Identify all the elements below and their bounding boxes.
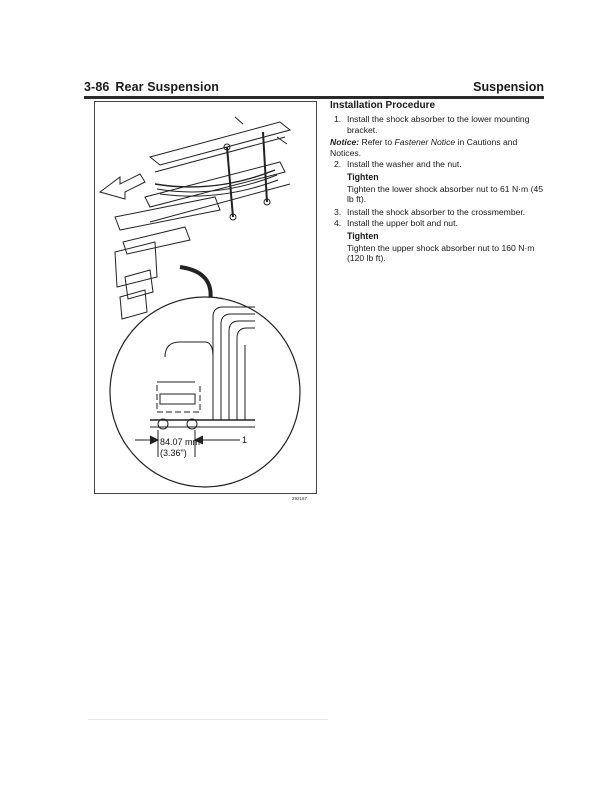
section-title: Rear Suspension xyxy=(115,80,220,94)
tighten-spec-upper xyxy=(330,231,550,264)
step-number: 2. xyxy=(334,159,342,170)
step-text: Install the shock absorber to the lower mounting bracket. xyxy=(347,114,530,135)
header-left xyxy=(84,80,219,94)
notice xyxy=(330,137,550,158)
step-text: Install the upper bolt and nut. xyxy=(347,218,458,229)
notice-label: Notice: xyxy=(330,137,360,148)
step-number: 3. xyxy=(334,206,342,217)
step-text: Install the shock absorber to the crossmember. xyxy=(347,206,526,217)
notice-post: in Cautions and Notices. xyxy=(330,137,518,158)
dimension-in: (3.36") xyxy=(160,448,187,458)
step-1 xyxy=(330,114,550,135)
scan-artifact-line xyxy=(88,719,328,720)
step-number: 1. xyxy=(334,114,342,124)
figure-id: 292187 xyxy=(292,496,308,501)
tighten-text: Tighten the upper shock absorber nut to 160 N·m (120 lb ft). xyxy=(347,242,535,264)
detail-circle xyxy=(110,297,300,487)
callout-1: 1 xyxy=(242,435,248,445)
procedure-title: Installation Procedure xyxy=(330,100,436,111)
header-rule xyxy=(84,96,544,99)
tighten-text: Tighten the lower shock absorber nut to 61 N·m (45 lb ft). xyxy=(347,183,544,205)
chapter-title: Suspension xyxy=(473,80,544,94)
notice-pre: Refer to xyxy=(359,137,395,148)
step-text: Install the washer and the nut. xyxy=(347,159,462,170)
step-3 xyxy=(330,207,550,218)
page-number: 3-86 xyxy=(84,80,110,94)
tighten-label: Tighten xyxy=(347,171,379,182)
dimension-mm: 84.07 mm xyxy=(160,437,201,447)
shock-absorber-diagram xyxy=(95,102,316,493)
suspension-illustration xyxy=(94,101,317,494)
step-number: 4. xyxy=(334,218,342,229)
notice-ref: Fastener Notice xyxy=(394,137,456,148)
step-4 xyxy=(330,218,550,229)
tighten-spec-lower xyxy=(330,172,550,205)
tighten-label: Tighten xyxy=(347,230,379,241)
step-2 xyxy=(330,159,550,170)
page-header xyxy=(84,80,544,96)
installation-procedure xyxy=(330,100,550,266)
